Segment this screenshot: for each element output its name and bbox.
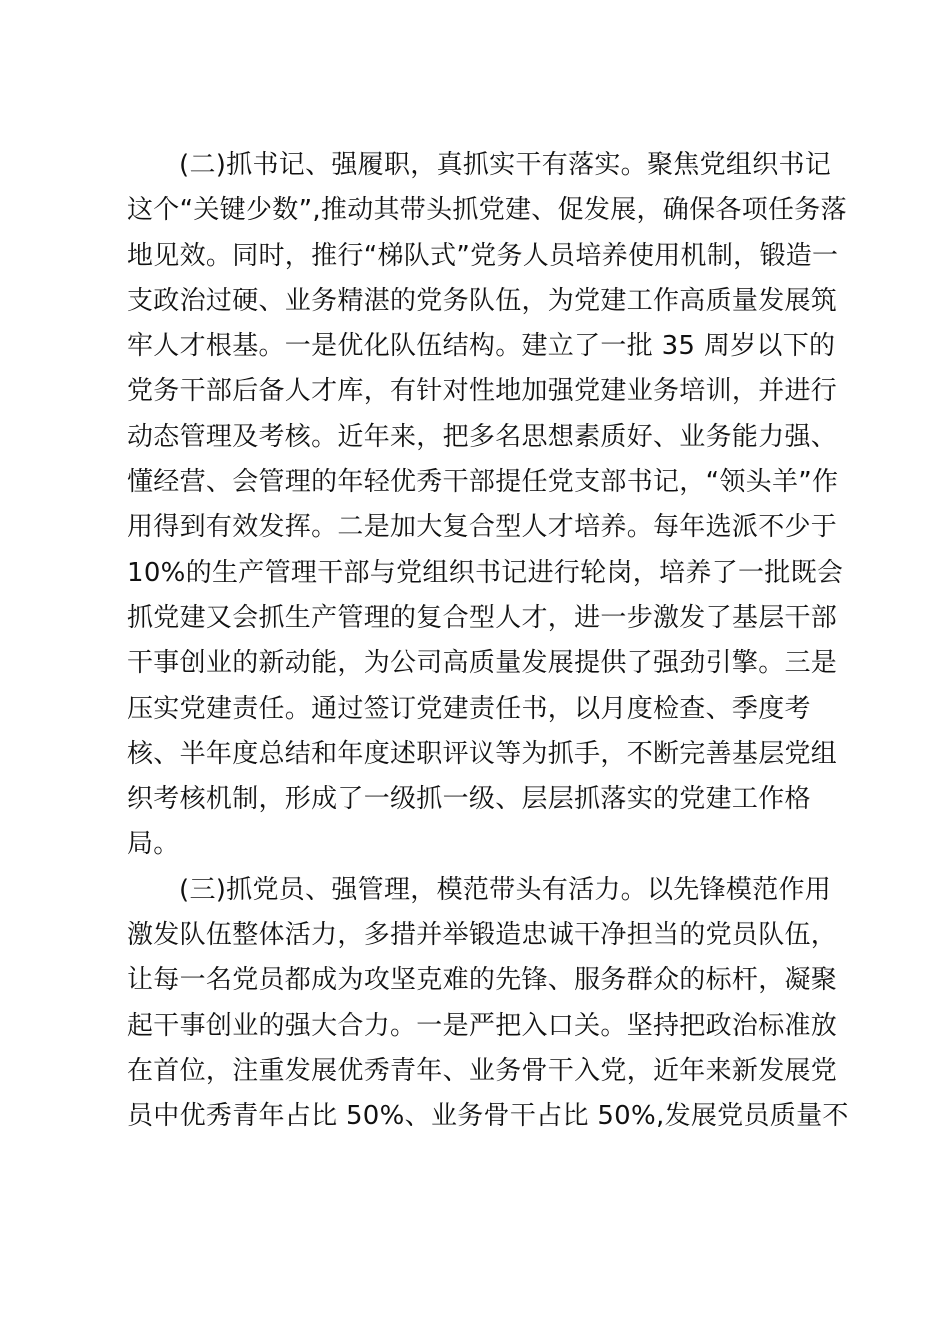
paragraph-line: 懂经营、会管理的年轻优秀干部提任党支部书记，“领头羊”作	[127, 467, 839, 498]
paragraph-line: 支政治过硬、业务精湛的党务队伍，为党建工作高质量发展筑	[127, 285, 838, 316]
paragraph-line: 抓党建又会抓生产管理的复合型人才，进一步激发了基层干部	[127, 602, 838, 633]
paragraph-line: 核、半年度总结和年度述职评议等为抓手，不断完善基层党组	[127, 738, 838, 769]
paragraph-line: 起干事创业的强大合力。一是严把入口关。坚持把政治标准放	[127, 1010, 838, 1041]
paragraph-line: 让每一名党员都成为攻坚克难的先锋、服务群众的标杆，凝聚	[127, 965, 838, 996]
paragraph-line: 干事创业的新动能，为公司高质量发展提供了强劲引擎。三是	[127, 648, 838, 679]
paragraph-line: 织考核机制，形成了一级抓一级、层层抓落实的党建工作格	[127, 784, 811, 815]
paragraph-line: 局。	[127, 829, 180, 860]
paragraph-line: 员中优秀青年占比 50%、业务骨干占比 50%,发展党员质量不	[127, 1101, 849, 1132]
paragraph-line: 在首位，注重发展优秀青年、业务骨干入党，近年来新发展党	[127, 1055, 838, 1086]
paragraph-line: 压实党建责任。通过签订党建责任书，以月度检查、季度考	[127, 693, 811, 724]
document-body	[127, 143, 849, 1140]
paragraph-line: 这个“关键少数”,推动其带头抓党建、促发展，确保各项任务落	[127, 195, 847, 226]
paragraph-line: 牢人才根基。一是优化队伍结构。建立了一批 35 周岁以下的	[127, 331, 836, 362]
paragraph-line: 党务干部后备人才库，有针对性地加强党建业务培训，并进行	[127, 376, 838, 407]
paragraph-line: 动态管理及考核。近年来，把多名思想素质好、业务能力强、	[127, 421, 838, 452]
paragraph-line: 用得到有效发挥。二是加大复合型人才培养。每年选派不少于	[127, 512, 838, 543]
section-2-heading-line: (二)抓书记、强履职，真抓实干有落实。聚焦党组织书记	[179, 150, 832, 180]
paragraph-line: 10%的生产管理干部与党组织书记进行轮岗，培养了一批既会	[127, 557, 844, 588]
paragraph-line: 激发队伍整体活力，多措并举锻造忠诚干净担当的党员队伍，	[127, 920, 838, 951]
paragraph-line: 地见效。同时，推行“梯队式”党务人员培养使用机制，锻造一	[127, 240, 839, 271]
section-3-heading-line: (三)抓党员、强管理，模范带头有活力。以先锋模范作用	[179, 874, 832, 905]
